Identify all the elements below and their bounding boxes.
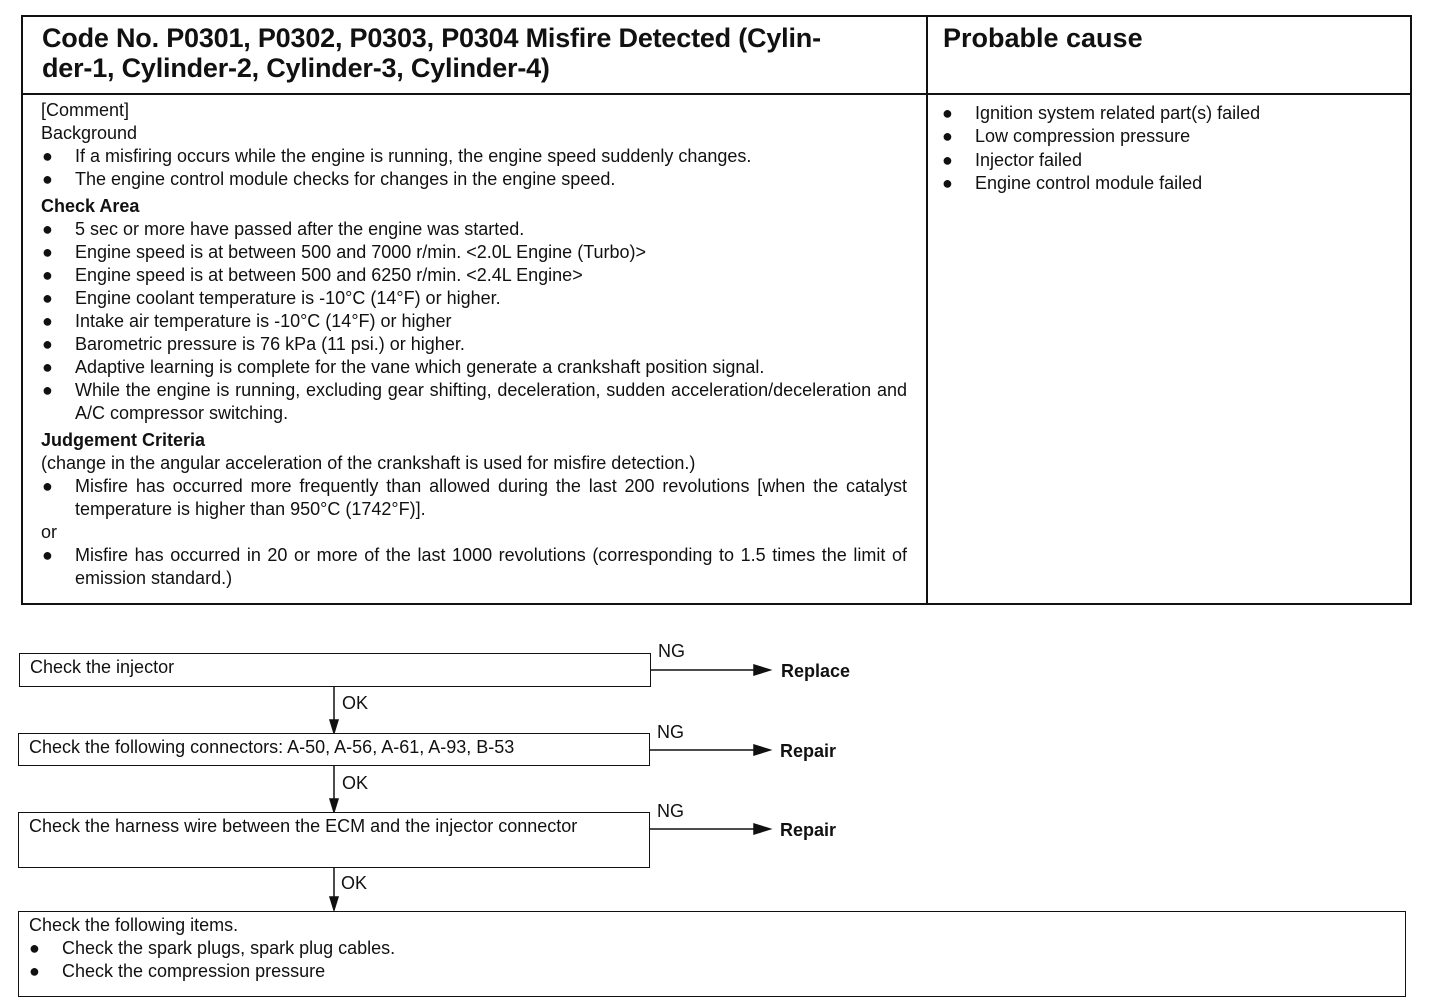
- ok-label: OK: [341, 873, 368, 893]
- ng-arrow-head: [754, 745, 770, 755]
- bullet-icon: ●: [42, 476, 53, 496]
- check-area-item: ● Barometric pressure is 76 kPa (11 psi.) or higher.: [42, 334, 465, 354]
- or-label: or: [41, 522, 58, 542]
- probable-cause-title: Probable cause: [943, 23, 1143, 53]
- ng-label: NG: [657, 722, 684, 742]
- probable-cause-list: [941, 102, 1401, 195]
- step-2-text: Check the following connectors: A-50, A-56, A-61, A-93, B-53: [29, 737, 515, 757]
- ng-label: NG: [657, 801, 684, 821]
- bullet-icon: ●: [42, 219, 53, 239]
- ng-arrow-head: [754, 665, 770, 675]
- judgement-item: ● Misfire has occurred more frequently than allowed during the last 200 revolutions [when the catalyst temperature is higher than 950°C (1742°F)].: [42, 476, 907, 519]
- probable-cause-item: ● Low compression pressure: [941, 125, 1401, 148]
- check-area-item: ● Engine speed is at between 500 and 7000 r/min. <2.0L Engine (Turbo)>: [42, 242, 647, 262]
- ok-arrow-head: [330, 799, 338, 812]
- bullet-icon: ●: [42, 545, 53, 565]
- column-divider: [926, 17, 928, 603]
- repair-result: Repair: [780, 820, 837, 840]
- check-injector-box: [19, 653, 651, 687]
- bullet-icon: ●: [42, 146, 53, 166]
- check-area-item: ● Engine coolant temperature is -10°C (14°F) or higher.: [42, 288, 501, 308]
- check-connectors-box: [18, 733, 650, 766]
- bullet-icon: ●: [42, 169, 53, 189]
- check-area-item: ● Engine speed is at between 500 and 6250 r/min. <2.4L Engine>: [42, 265, 583, 285]
- bullet-icon: ●: [42, 311, 53, 331]
- bullet-icon: ●: [42, 334, 53, 354]
- comment-section: [41, 99, 907, 590]
- ok-label: OK: [342, 773, 369, 793]
- check-area-item: ● While the engine is running, excluding gear shifting, deceleration, sudden acceleration/deceleration and A/C compressor switching.: [42, 380, 907, 423]
- check-items-box: [18, 911, 1406, 997]
- ok-label: OK: [342, 693, 369, 713]
- bullet-icon: ●: [942, 126, 953, 147]
- replace-result: Replace: [781, 661, 851, 681]
- judgement-criteria-label: Judgement Criteria: [41, 430, 206, 450]
- header-divider: [23, 93, 1410, 95]
- probable-cause-item: ● Injector failed: [941, 149, 1401, 172]
- bullet-icon: ●: [29, 961, 40, 981]
- step-4-title: Check the following items.: [29, 915, 239, 935]
- check-area-item: ● 5 sec or more have passed after the engine was started.: [42, 219, 525, 239]
- bullet-icon: ●: [42, 242, 53, 262]
- bullet-icon: ●: [42, 288, 53, 308]
- background-item: ● The engine control module checks for changes in the engine speed.: [42, 169, 616, 189]
- step-4-item: ● Check the compression pressure: [29, 961, 326, 981]
- probable-cause-item: ● Ignition system related part(s) failed: [941, 102, 1401, 125]
- ng-arrow-head: [754, 824, 770, 834]
- check-harness-box: [18, 812, 650, 868]
- ok-arrow-head: [330, 897, 338, 910]
- bullet-icon: ●: [42, 265, 53, 285]
- judgement-note: (change in the angular acceleration of the crankshaft is used for misfire detection.): [41, 453, 696, 473]
- bullet-icon: ●: [942, 103, 953, 123]
- background-item: ● If a misfiring occurs while the engine is running, the engine speed suddenly changes.: [42, 146, 752, 166]
- code-title: [42, 23, 912, 83]
- step-3-text: Check the harness wire between the ECM and the injector connector: [29, 816, 578, 836]
- code-title-line-2: der-1, Cylinder-2, Cylinder-3, Cylinder-4): [42, 53, 550, 83]
- background-label: Background: [41, 123, 138, 143]
- step-4-item: ● Check the spark plugs, spark plug cables.: [29, 938, 396, 958]
- ok-arrow-head: [330, 720, 338, 733]
- bullet-icon: ●: [42, 380, 53, 400]
- bullet-icon: ●: [942, 172, 953, 193]
- bullet-icon: ●: [42, 357, 53, 377]
- check-area-item: ● Adaptive learning is complete for the vane which generate a crankshaft position signal.: [42, 357, 765, 377]
- judgement-item: ● Misfire has occurred in 20 or more of the last 1000 revolutions (corresponding to 1.5 times the limit of emission standard.): [42, 545, 907, 588]
- ng-label: NG: [658, 641, 685, 661]
- bullet-icon: ●: [942, 149, 953, 170]
- bullet-icon: ●: [29, 938, 40, 958]
- repair-result: Repair: [780, 741, 837, 761]
- check-area-label: Check Area: [41, 196, 140, 216]
- diagnosis-table: [21, 15, 1412, 605]
- probable-cause-item: ● Engine control module failed: [941, 172, 1401, 195]
- check-area-item: ● Intake air temperature is -10°C (14°F) or higher: [42, 311, 452, 331]
- code-title-line-1: Code No. P0301, P0302, P0303, P0304 Misfire Detected (Cylin-: [42, 23, 821, 53]
- comment-label: [Comment]: [41, 100, 130, 120]
- step-1-text: Check the injector: [30, 657, 175, 677]
